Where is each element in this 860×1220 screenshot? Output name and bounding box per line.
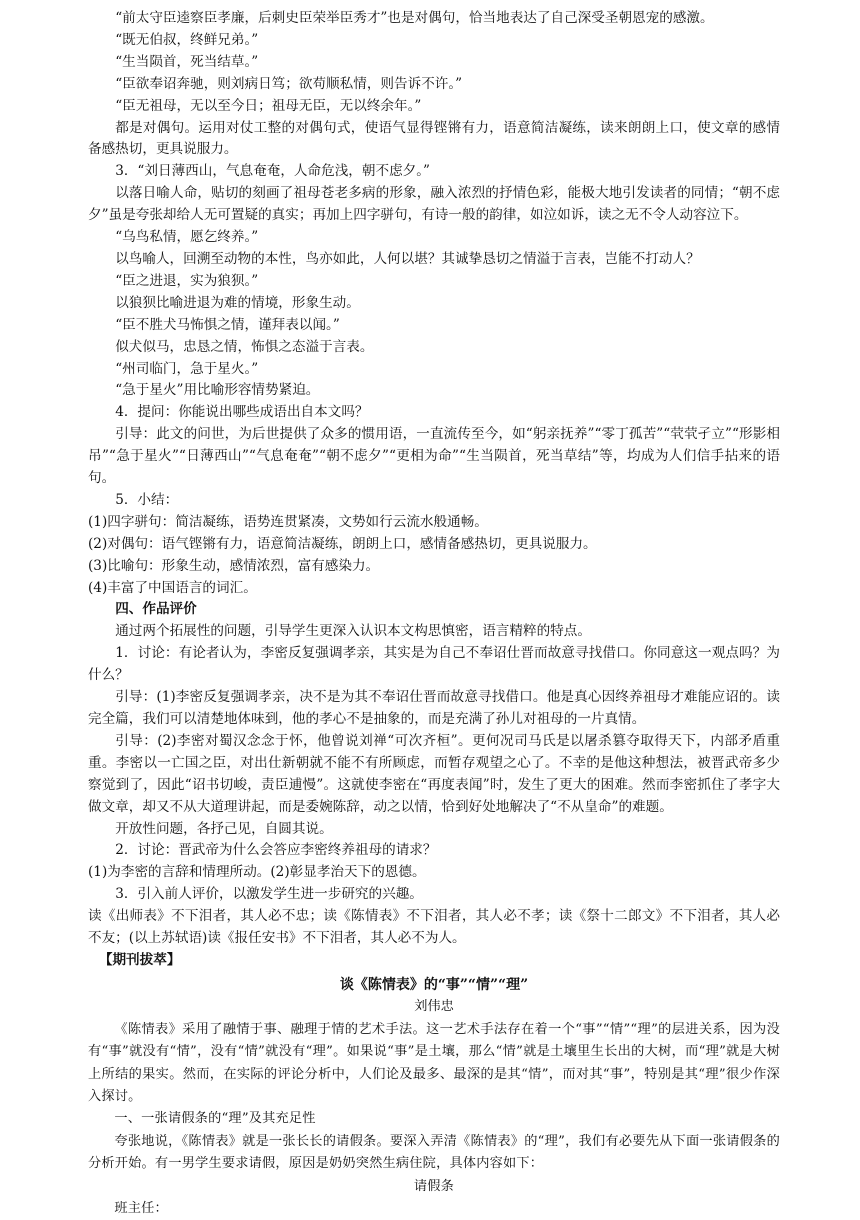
paragraph: 夸张地说，《陈情表》就是一张长长的请假条。要深入弄清《陈情表》的“理”，我们有必要先从下面一张请假条的分析开始。有一男学生要求请假，原因是奶奶突然生病住院，具体内容如下： — [88, 1133, 780, 1172]
quote-line: “既无伯叔，终鲜兄弟。” — [115, 31, 259, 48]
subheading: 一、一张请假条的“理”及其充足性 — [114, 1111, 316, 1127]
paragraph: 读《出师表》不下泪者，其人必不忠；读《陈情表》不下泪者，其人必不孝；读《祭十二郎文》不下泪者，其人必不友；(以上苏轼语)读《报任安书》不下泪者，其人必不为人。 — [88, 908, 780, 947]
section-heading: 四、作品评价 — [115, 601, 197, 618]
paragraph: 引导：此文的问世，为后世提供了众多的惯用语，一直流传至今，如“躬亲抚养”“零丁孤苦”“茕茕孑立”“形影相吊”“急于星火”“日薄西山”“气息奄奄”“朝不虑夕”“更相为命”“生当陨首，死当草结”等，均成为人们信手拈来的语句。 — [88, 426, 780, 487]
quote-line: “生当陨首，死当结草。” — [115, 53, 259, 70]
numbered-item: 5．小结： — [115, 491, 179, 508]
quote-line: “乌鸟私情，愿乞终养。” — [115, 229, 259, 246]
summary-item: (2)对偶句：语气铿锵有力，语意简洁凝练，朗朗上口，感情备感热切，更具说服力。 — [88, 535, 597, 552]
note-salutation: 班主任： — [114, 1200, 168, 1216]
article-author: 刘伟忠 — [414, 999, 454, 1015]
lesson-part-1 — [88, 8, 780, 972]
paragraph: 引导：(2)李密对蜀汉念念于怀，他曾说刘禅“可次齐桓”。更何况司马氏是以屠杀篡夺取得天下，内部矛盾重重。李密以一亡国之臣，对出仕新朝就不能不有所顾虑，而暂存观望之心了。不幸的是他这种想法，被晋武帝多少察觉到了，因此“诏书切峻，责臣逋慢”。这就使李密在“再度表闻”时，发生了更大的困难。然而李密抓住了孝字大做文章，却又不从大道理讲起，而是委婉陈辞，动之以情，恰到好处地解决了“不从皇命”的难题。 — [88, 732, 780, 815]
numbered-item: 4．提问：你能说出哪些成语出自本文吗？ — [115, 404, 369, 421]
summary-item: (4)丰富了中国语言的词汇。 — [88, 579, 257, 596]
paragraph: “急于星火”用比喻形容情势紧迫。 — [115, 382, 320, 399]
paragraph: (1)为李密的言辞和情理所动。(2)彰显孝治天下的恩德。 — [88, 864, 426, 881]
paragraph: 都是对偶句。运用对仗工整的对偶句式，使语气显得铿锵有力，语意简洁凝练，读来朗朗上口，使文章的感情备感热切，更具说服力。 — [88, 119, 780, 158]
paragraph: 似犬似马，忠恳之情，怖惧之态溢于言表。 — [115, 338, 374, 355]
article-title: 谈《陈情表》的“事”“情”“理” — [339, 976, 529, 993]
paragraph: 以落日喻人命，贴切的刻画了祖母苍老多病的形象，融入浓烈的抒情色彩，能极大地引发读者的同情；“朝不虑夕”虽是夸张却给人无可置疑的真实；再加上四字骈句，有诗一般的韵律，如泣如诉，读之无不令人动容泣下。 — [88, 185, 780, 224]
paragraph: 引导：(1)李密反复强调孝亲，决不是为其不奉诏仕晋而故意寻找借口。他是真心因终养祖母才难能应诏的。读完全篇，我们可以清楚地体味到，他的孝心不是抽象的，而是充满了孙儿对祖母的一片真情。 — [88, 689, 780, 727]
numbered-item: 1．讨论：有论者认为，李密反复强调孝亲，其实是为自己不奉诏仕晋而故意寻找借口。你同意这一观点吗？为什么？ — [88, 645, 780, 684]
summary-item: (3)比喻句：形象生动，感情浓烈，富有感染力。 — [88, 557, 380, 574]
summary-item: (1)四字骈句：简洁凝练，语势连贯紧凑，文势如行云流水般通畅。 — [88, 513, 488, 530]
quote-line: “臣欲奉诏奔驰，则刘病日笃；欲苟顺私情，则告诉不许。” — [115, 75, 463, 92]
paragraph: 《陈情表》采用了融情于事、融理于情的艺术手法。这一艺术手法存在着一个“事”“情”“理”的层进关系，因为没有“事”就没有“情”，没有“情”就没有“理”。如果说“事”是土壤，那么“情”就是土壤里生长出的大树，而“理”就是大树上所结的果实。然而，在实际的评论分析中，人们论及最多、最深的是其“情”，而对其“事”，特别是其“理”很少作深入探讨。 — [88, 1021, 780, 1104]
quote-line: “臣不胜犬马怖惧之情，谨拜表以闻。” — [115, 316, 340, 333]
journal-heading: 【期刊拔萃】 — [98, 951, 181, 968]
journal-article — [88, 974, 780, 1220]
paragraph: 以鸟喻人，回溯至动物的本性，鸟亦如此，人何以堪？其诚挚恳切之情溢于言表，岂能不打动人？ — [115, 250, 700, 267]
quote-line: “州司临门，急于星火。” — [115, 360, 259, 377]
paragraph: 开放性问题，各抒己见，自圆其说。 — [115, 820, 333, 837]
paragraph: “前太守臣逵察臣孝廉，后刺史臣荣举臣秀才”也是对偶句，恰当地表达了自己深受圣朝恩宠的感激。 — [115, 10, 714, 26]
paragraph: 通过两个拓展性的问题，引导学生更深入认识本文构思慎密，语言精粹的特点。 — [115, 623, 591, 640]
numbered-item: 3．“刘日薄西山，气息奄奄，人命危浅，朝不虑夕。” — [115, 163, 430, 180]
quote-line: “臣之进退，实为狼狈。” — [115, 272, 259, 289]
numbered-item: 3．引入前人评价，以激发学生进一步研究的兴趣。 — [115, 886, 423, 903]
quote-line: “臣无祖母，无以至今日；祖母无臣，无以终余年。” — [115, 97, 422, 114]
numbered-item: 2．讨论：晋武帝为什么会答应李密终养祖母的请求？ — [115, 842, 437, 859]
paragraph: 以狼狈比喻进退为难的情境，形象生动。 — [115, 294, 360, 311]
note-title: 请假条 — [413, 1178, 455, 1194]
